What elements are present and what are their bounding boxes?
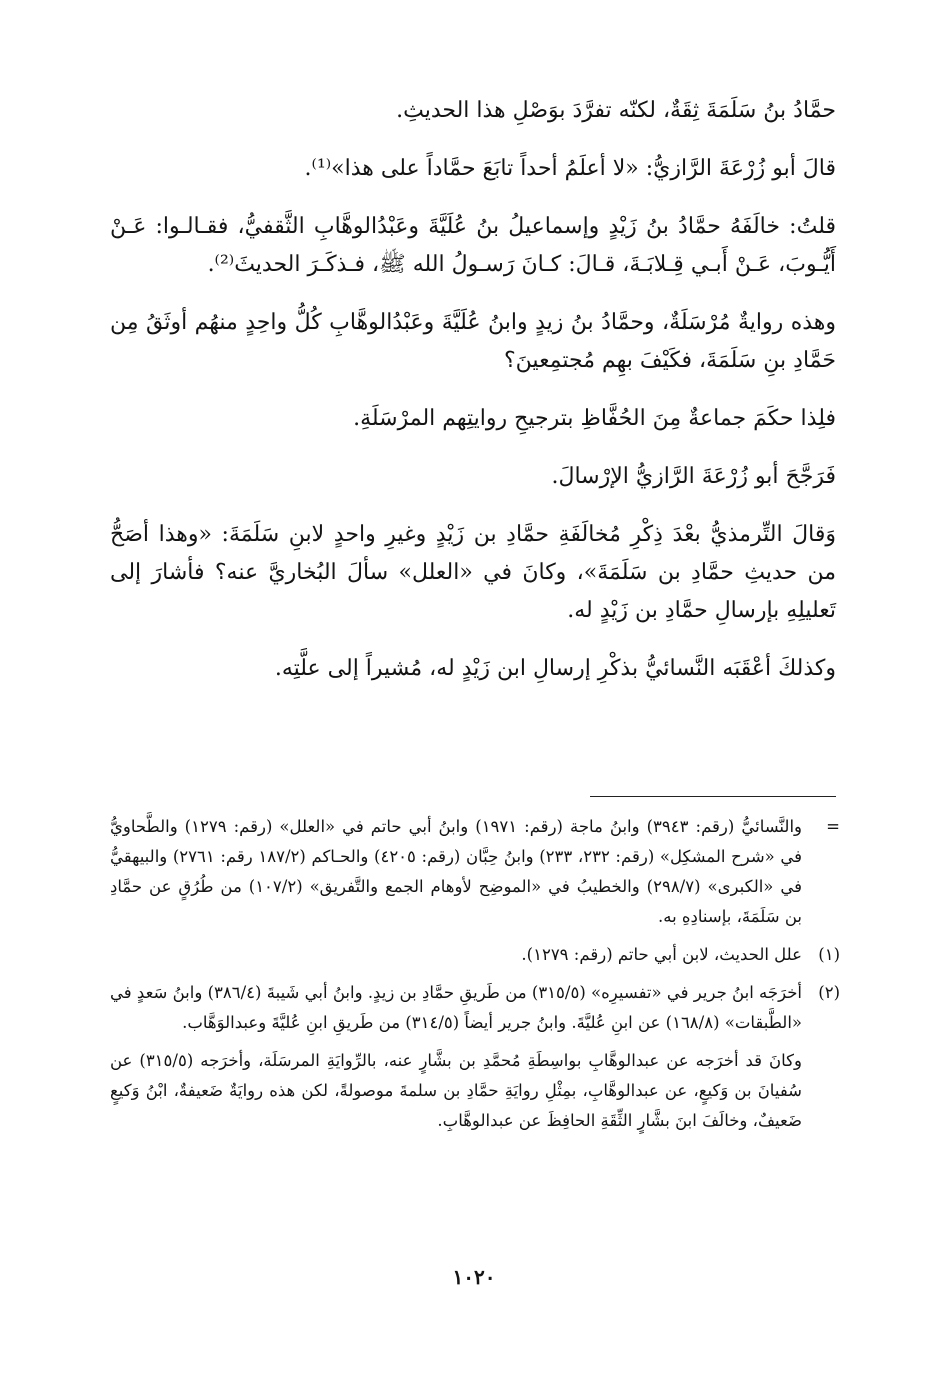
- footnote-2-continuation: وكانَ قد أخرَجه عن عبدالوهَّابِ بواسِطَةِ مُحمَّدِ بن بشَّارٍ عنه، بالرِّوايَةِ المرسَلَة، وأخرَجه (٣١٥/٥) عن سُفيانَ بن وَكيعٍ، عن عبدالوهَّابِ، بمِثْلِ روايَةِ حمَّادِ بن سلمةَ موصولةً، لكن هذه روايَةٌ ضَعيفةٌ، ابْنُ وَكيعٍ ضَعيفٌ، وخالَفَ ابنَ بشَّارٍ الثِّقَةِ الحافِظَ عن عبدالوهَّابِ.: [110, 1051, 802, 1130]
- paragraph: وكذلكَ أعْقَبَه النَّسائيُّ بذكْرِ إرسالِ ابن زَيْدٍ له، مُشيراً إلى علَّتِه.: [274, 656, 836, 681]
- paragraph: قالَ أبو زُرْعَةَ الرَّازيُّ: «لا أعلَمُ أحداً تابَعَ حمَّاداً على هذا»⁽¹⁾.: [304, 156, 836, 181]
- footnote-marker: (٢): [818, 983, 840, 1002]
- page-number: ١٠٢٠: [452, 1265, 496, 1289]
- paragraph: حمَّادُ بنُ سَلَمَةَ ثِقَةٌ، لكنّه تفرَّدَ بوَصْلِ هذا الحديثِ.: [396, 98, 836, 123]
- footnote-separator: [590, 796, 836, 797]
- footnote-continued: [110, 812, 840, 932]
- footnote-marker: =: [826, 817, 840, 836]
- paragraph: وهذه روايةٌ مُرْسَلَةٌ، وحمَّادُ بنُ زيدٍ وابنُ عُلَيَّةَ وعَبْدُالوهَّابِ كُلُّ واحِدٍ منهُم أوثَقُ مِن حَمَّادِ بنِ سَلَمَةَ، فكَيْفَ بهِم مُجتمِعينَ؟: [110, 310, 836, 373]
- footnote-2: [110, 978, 840, 1038]
- paragraph: فَرَجَّحَ أبو زُرْعَةَ الرَّازيُّ الإرْسالَ.: [551, 464, 836, 489]
- paragraph: فلِذا حكَمَ جماعةٌ مِنَ الحُفَّاظِ بترجيحِ روايتِهم المرْسَلَةِ.: [353, 406, 836, 431]
- paragraph: قلتُ: خالَفَهُ حمَّادُ بنُ زَيْدٍ وإسماعيلُ بنُ عُلَيَّةَ وعَبْدُالوهَّابِ الثَّقفيُّ، فقـالـوا: عَـنْ أَيُّـوبَ، عَـنْ أَبـي قِـلابَـةَ، قـالَ: كـانَ رَسـولُ الله ﷺ، فـذكَـرَ الحديثَ⁽²⁾.: [110, 214, 836, 277]
- footnote-1: [110, 940, 840, 970]
- footnote-marker: (١): [818, 945, 840, 964]
- footnotes: [110, 812, 840, 1144]
- footnote-text: علل الحديث، لابن أبي حاتم (رقم: ١٢٧٩).: [521, 945, 802, 964]
- main-text: [110, 92, 836, 708]
- footnote-text: والنَّسائيُّ (رقم: ٣٩٤٣) وابنُ ماجة (رقم: ١٩٧١) وابنُ أبي حاتم في «العلل» (رقم: ١٢٧٩) والطَّحاويُّ في «شرح المشكِل» (رقم: ٢٣٢، ٢٣٣) وابنُ حِبَّان (رقم: ٤٢٠٥) والحـاكم (١٨٧/٢ رقم: ٢٧٦١) والبيهقيُّ في «الكبرى» (٢٩٨/٧) والخطيبُ في «الموضِح لأوهام الجمع والتَّفريق» (١٠٧/٢) من طُرُقٍ عن حمَّادِ بن سَلَمَةَ، بإسنادِهِ به.: [110, 817, 802, 926]
- footnote-text: أخرَجَه ابنُ جرير في «تفسيرِه» (٣١٥/٥) من طَريقِ حمَّادِ بن زيدٍ. وابنُ أبي شَيبةَ (٣٨٦/٤) وابنُ سَعدٍ في «الطَّبقات» (١٦٨/٨) عن ابنِ عُليَّةَ. وابنُ جرير أيضاً (٣١٤/٥) من طَريقِ ابنِ عُليَّةَ وعبدالوَهَّاب.: [110, 983, 802, 1032]
- paragraph: وَقالَ التِّرمذيُّ بعْدَ ذِكْرِ مُخالَفَةِ حمَّادِ بن زَيْدٍ وغيرِ واحدٍ لابنِ سَلَمَةَ: «وهذا أصَحُّ من حديثِ حمَّادِ بن سَلَمَةَ»، وكانَ في «العلل» سألَ البُخاريَّ عنه؟ فأشارَ إلى تَعليلِهِ بإرسالِ حمَّادِ بن زَيْدٍ له.: [110, 522, 836, 623]
